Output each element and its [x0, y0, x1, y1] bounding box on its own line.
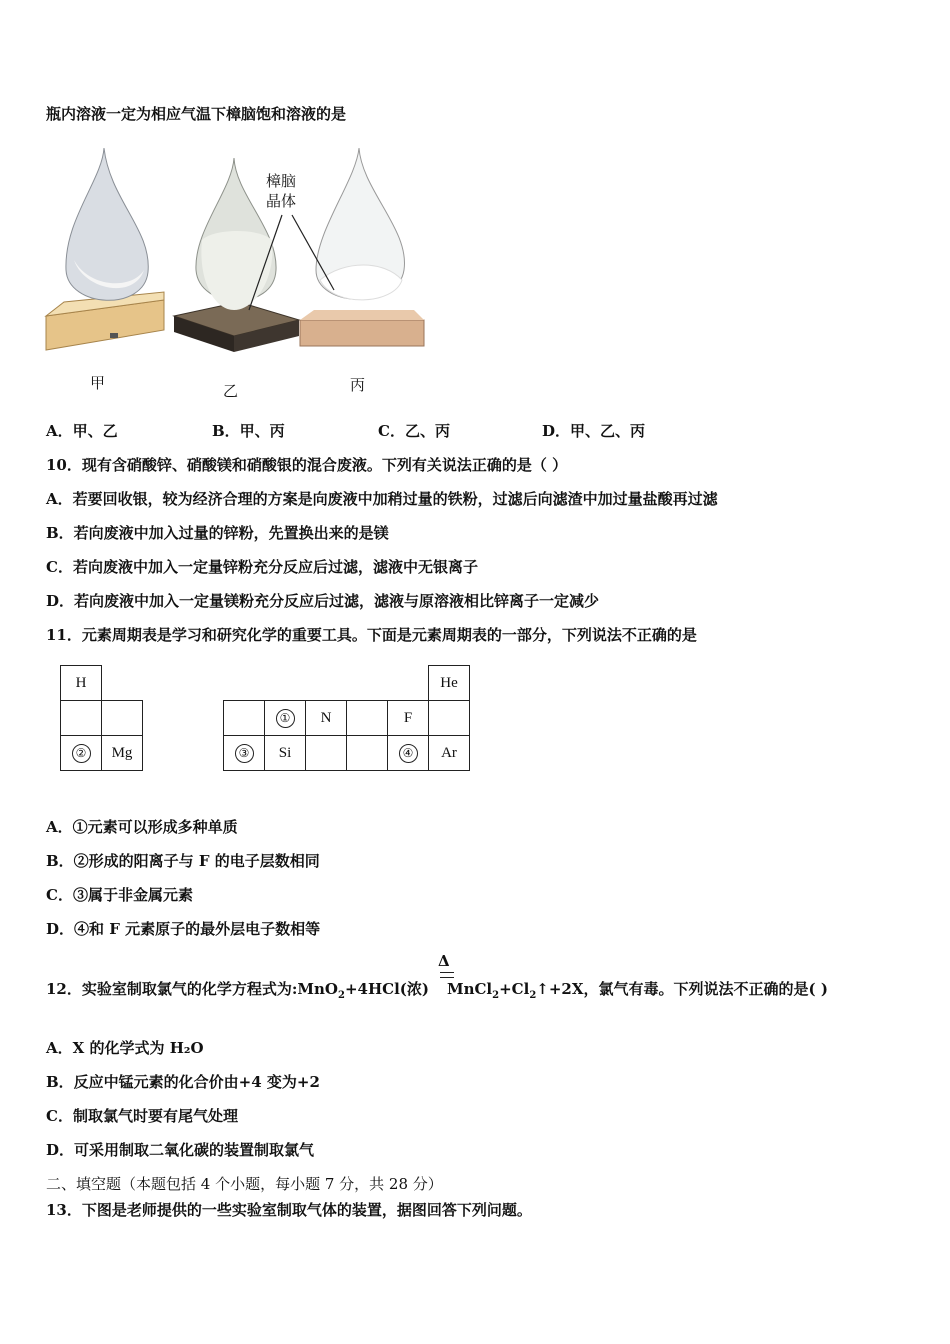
- cell-h: H: [61, 666, 102, 701]
- q11-option-b[interactable]: B．②形成的阳离子与 F 的电子层数相同: [46, 852, 320, 870]
- storm-glass-figure: [44, 140, 434, 400]
- q11-option-c[interactable]: C．③属于非金属元素: [46, 886, 193, 904]
- periodic-table-fragment: [60, 665, 470, 771]
- q12-option-b[interactable]: B．反应中锰元素的化合价由+4 变为+2: [46, 1073, 320, 1091]
- q11-option-d[interactable]: D．④和 F 元素原子的最外层电子数相等: [46, 920, 321, 938]
- q11-option-a[interactable]: A．①元素可以形成多种单质: [46, 818, 238, 836]
- cell-he: He: [429, 666, 470, 701]
- label-yi: 乙: [223, 382, 239, 400]
- cell-marker-4: ④: [399, 744, 418, 763]
- cell-n: N: [306, 701, 347, 736]
- heat-symbol: Δ: [438, 952, 450, 970]
- section-2-heading: 二、填空题（本题包括 4 个小题，每小题 7 分，共 28 分）: [46, 1175, 443, 1193]
- q10-option-b[interactable]: B．若向废液中加入过量的锌粉，先置换出来的是镁: [46, 524, 389, 542]
- q9-option-d[interactable]: D．甲、乙、丙: [542, 422, 646, 440]
- q12-option-a[interactable]: A．X 的化学式为 H₂O: [46, 1039, 204, 1057]
- cell-f: F: [388, 701, 429, 736]
- question-intro: 瓶内溶液一定为相应气温下樟脑饱和溶液的是: [46, 105, 347, 123]
- storm-glass-illustration: [44, 140, 434, 400]
- q9-option-b[interactable]: B．甲、丙: [212, 422, 285, 440]
- annotation-camphor: 樟脑: [266, 172, 297, 190]
- q12-option-d[interactable]: D．可采用制取二氧化碳的装置制取氯气: [46, 1141, 315, 1159]
- cell-si: Si: [265, 736, 306, 771]
- q13-stem: 13．下图是老师提供的一些实验室制取气体的装置，据图回答下列问题。: [46, 1201, 532, 1219]
- annotation-crystal: 晶体: [266, 192, 297, 210]
- q12-option-c[interactable]: C．制取氯气时要有尾气处理: [46, 1107, 238, 1125]
- cell-marker-3: ③: [235, 744, 254, 763]
- q10-option-a[interactable]: A．若要回收银，较为经济合理的方案是向废液中加稍过量的铁粉，过滤后向滤渣中加过量盐酸再过滤: [46, 490, 718, 508]
- q9-option-a[interactable]: A．甲、乙: [46, 422, 118, 440]
- q10-option-d[interactable]: D．若向废液中加入一定量镁粉充分反应后过滤，滤液与原溶液相比锌离子一定减少: [46, 592, 600, 610]
- q9-option-c[interactable]: C．乙、丙: [378, 422, 450, 440]
- cell-marker-1: ①: [276, 709, 295, 728]
- q10-stem: 10．现有含硝酸锌、硝酸镁和硝酸银的混合废液。下列有关说法正确的是（ ）: [46, 456, 568, 474]
- q11-stem: 11．元素周期表是学习和研究化学的重要工具。下面是元素周期表的一部分，下列说法不正确的是: [46, 626, 697, 644]
- cell-marker-2: ②: [72, 744, 91, 763]
- q10-option-c[interactable]: C．若向废液中加入一定量锌粉充分反应后过滤，滤液中无银离子: [46, 558, 478, 576]
- label-bing: 丙: [350, 376, 366, 394]
- q12-stem: 12．实验室制取氯气的化学方程式为:MnO$_2$+4HCl(浓) $MnCl_2+Cl_2↑+2X$，氯气有毒。下列说法不正确的是( ): [46, 980, 828, 1001]
- cell-ar: Ar: [429, 736, 470, 771]
- cell-mg: Mg: [102, 736, 143, 771]
- label-jia: 甲: [90, 374, 106, 392]
